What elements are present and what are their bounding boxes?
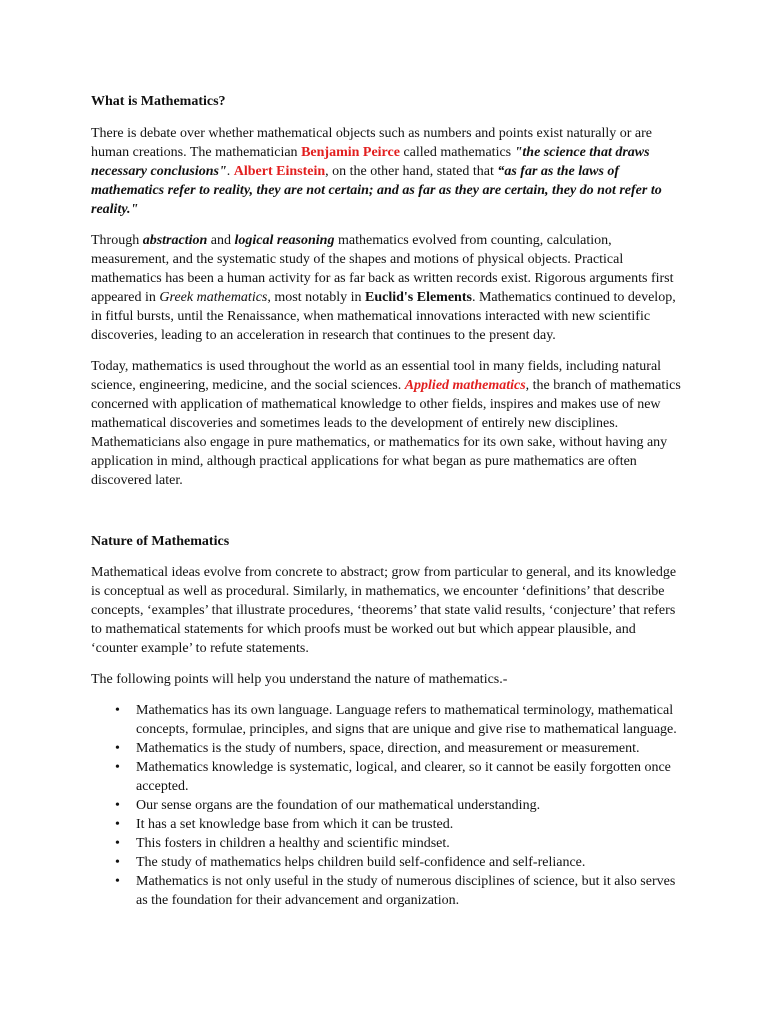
list-item: [91, 815, 681, 834]
text-run: Through: [91, 233, 143, 248]
list-item-text: This fosters in children a healthy and scientific mindset.: [136, 836, 450, 851]
text-run: , the branch of mathematics concerned with application of mathematical knowledge to other fields, inspires and makes use of new mathematical discoveries and sometimes leads to the development of entirely new disciplines. Mathematicians also engage in pure mathematics, or mathematics for its own sake, without having any application in mind, although practical applications for what began as pure mathematics are often discovered later.: [91, 378, 681, 488]
text-run: Today, mathematics is used throughout the world as an essential tool in many fields, including natural science, engineering, medicine, and the social sciences.: [91, 359, 662, 393]
list-item: [91, 796, 681, 815]
text-run: , on the other hand, stated that: [325, 164, 498, 179]
text-run: called mathematics: [399, 145, 515, 160]
bullet-icon: •: [115, 760, 120, 775]
text-run: and: [207, 233, 235, 248]
term-abstraction: abstraction: [142, 233, 208, 248]
text-run: , most notably in: [267, 290, 365, 305]
list-item: [91, 701, 681, 739]
list-item-text: The study of mathematics helps children build self-confidence and self-reliance.: [136, 855, 586, 870]
paragraph-nature: Mathematical ideas evolve from concrete to abstract; grow from particular to general, and its knowledge is conceptual as well as procedural. Similarly, in mathematics, we encounter ‘definitions’ that describe concepts, ‘examples’ that illustrate procedures, ‘theorems’ that state valid results, ‘conjecture’ that refers to mathematical statements for which proofs must be worked out but which appear plausible, and ‘counter example’ to refute statements.: [91, 565, 677, 656]
list-item: [91, 758, 681, 796]
text-run: .: [226, 164, 234, 179]
list-item: [91, 872, 681, 910]
list-item-text: Mathematics is not only useful in the study of numerous disciplines of science, but it also serves as the foundation for their advancement and organization.: [136, 874, 676, 908]
term-greek-mathematics: Greek mathematics: [159, 290, 268, 305]
bullet-icon: •: [115, 855, 120, 870]
paragraph-history: [91, 231, 681, 345]
nature-points-list: [91, 701, 681, 910]
name-benjamin-peirce: Benjamin Peirce: [301, 145, 400, 160]
paragraph-today: [91, 357, 681, 490]
list-item: [91, 853, 681, 872]
section-heading-nature-of-mathematics: Nature of Mathematics: [91, 534, 230, 549]
list-item: [91, 739, 681, 758]
bullet-icon: •: [115, 703, 120, 718]
list-item-text: Mathematics knowledge is systematic, logical, and clearer, so it cannot be easily forgotten once accepted.: [136, 760, 671, 794]
paragraph-debate: [91, 124, 681, 219]
bullet-icon: •: [115, 798, 120, 813]
list-item: [91, 834, 681, 853]
name-albert-einstein: Albert Einstein: [233, 164, 326, 179]
term-logical-reasoning: logical reasoning: [234, 233, 335, 248]
bullet-icon: •: [115, 836, 120, 851]
text-run: There is debate over whether mathematical objects such as numbers and points exist naturally or are human creations. The mathematician: [91, 126, 652, 160]
term-applied-mathematics: Applied mathematics: [404, 378, 526, 393]
list-item-text: Mathematics has its own language. Language refers to mathematical terminology, mathematical concepts, formulae, principles, and signs that are unique and give rise to mathematical language.: [136, 703, 677, 737]
list-item-text: Mathematics is the study of numbers, space, direction, and measurement or measurement.: [136, 741, 640, 756]
bullet-icon: •: [115, 817, 120, 832]
bullet-icon: •: [115, 874, 120, 889]
term-euclids-elements: Euclid's Elements: [365, 290, 472, 305]
paragraph-following-points: The following points will help you understand the nature of mathematics.-: [91, 672, 508, 687]
text-run: . Mathematics continued to develop, in fitful bursts, until the Renaissance, when mathematical innovations interacted with new scientific discoveries, leading to an acceleration in research that continues to the present day.: [91, 290, 676, 343]
list-item-text: It has a set knowledge base from which it can be trusted.: [136, 817, 454, 832]
text-run: mathematics evolved from counting, calculation, measurement, and the systematic study of the shapes and motions of physical objects. Practical mathematics has been a human activity for as far back as written records exist. Rigorous arguments first appeared in: [91, 233, 674, 305]
quote-peirce: "the science that draws necessary conclusions": [91, 145, 650, 179]
section-heading-what-is-mathematics: What is Mathematics?: [91, 94, 226, 109]
quote-einstein: “as far as the laws of mathematics refer to reality, they are not certain; and as far as they are certain, they do not refer to reality.": [91, 164, 662, 217]
document-body: [91, 92, 681, 910]
bullet-icon: •: [115, 741, 120, 756]
list-item-text: Our sense organs are the foundation of our mathematical understanding.: [136, 798, 541, 813]
